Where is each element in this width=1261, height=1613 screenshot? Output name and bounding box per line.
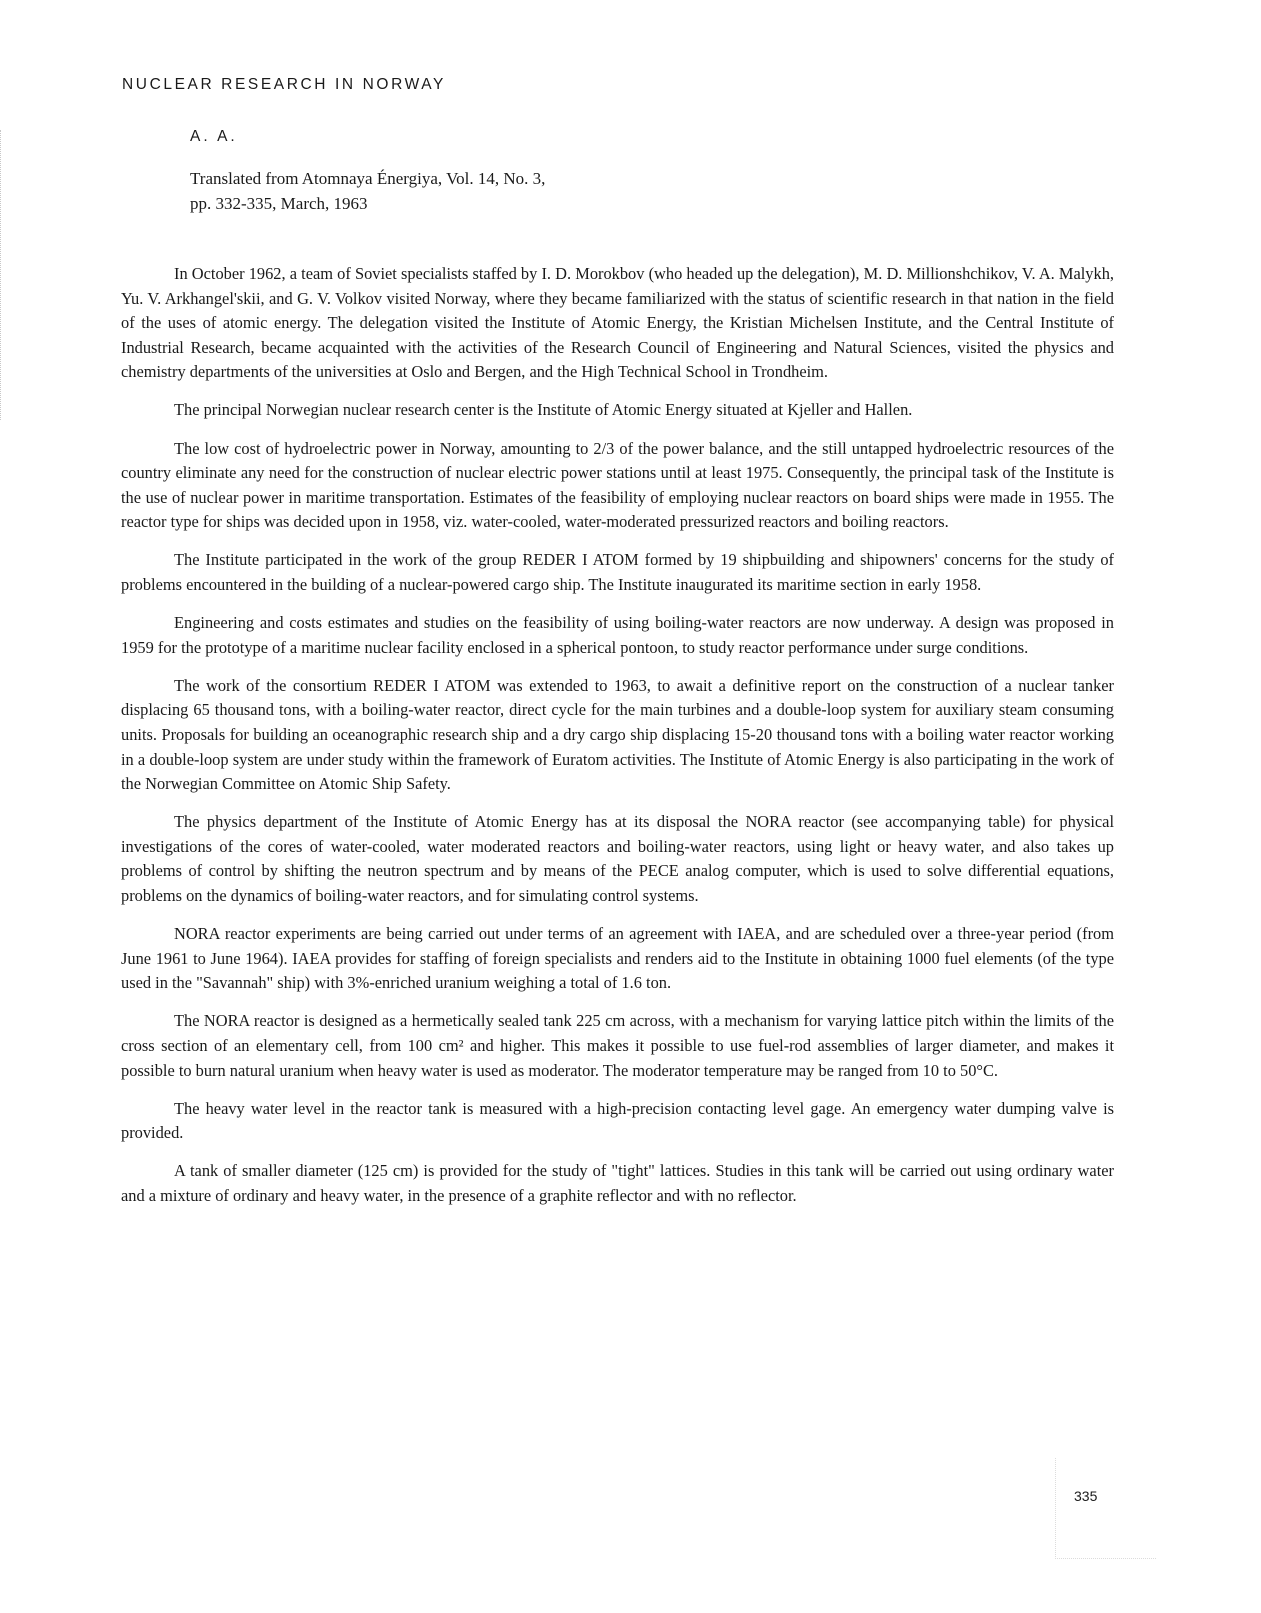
scan-edge-marks — [0, 130, 4, 420]
scan-corner-marks — [1055, 1458, 1156, 1559]
paragraph-4: The Institute participated in the work of the group REDER I ATOM formed by 19 shipbuilding and shipowners' concerns for the study of problems encountered in the building of a nuclear-powered cargo ship. The Institute inaugurated its maritime section in early 1958. — [121, 550, 1114, 595]
paragraph-1: In October 1962, a team of Soviet specialists staffed by I. D. Morokbov (who headed up the delegation), M. D. Millionshchikov, V. A. Malykh, Yu. V. Arkhangel'skii, and G. V. Volkov visited Norway, where they became familiarized with the status of scientific research in that nation in the field of the uses of atomic energy. The delegation visited the Institute of Atomic Energy, the Kristian Michelsen Institute, and the Central Institute of Industrial Research, became acquainted with the activities of the Research Council of Engineering and Natural Sciences, visited the physics and chemistry departments of the universities at Oslo and Bergen, and the High Technical School in Trondheim. — [121, 264, 1114, 382]
paragraph-9: The NORA reactor is designed as a hermetically sealed tank 225 cm across, with a mechanism for varying lattice pitch within the limits of the cross section of an elementary cell, from 100 cm² and higher. This makes it possible to use fuel-rod assemblies of larger diameter, and makes it possible to burn natural uranium when heavy water is used as moderator. The moderator temperature may be ranged from 10 to 50°C. — [121, 1011, 1114, 1080]
paragraph-2: The principal Norwegian nuclear research center is the Institute of Atomic Energy situated at Kjeller and Hallen. — [174, 400, 913, 420]
article-body — [121, 262, 1114, 1222]
paragraph-5: Engineering and costs estimates and studies on the feasibility of using boiling-water reactors are now underway. A design was proposed in 1959 for the prototype of a maritime nuclear facility enclosed in a spherical pontoon, to study reactor performance under surge conditions. — [121, 613, 1114, 657]
paragraph-6: The work of the consortium REDER I ATOM was extended to 1963, to await a definitive report on the construction of a nuclear tanker displacing 65 thousand tons, with a boiling-water reactor, direct cycle for the main turbines and a double-loop system for auxiliary steam consuming units. Proposals for building an oceanographic research ship and a dry cargo ship displacing 15-20 thousand tons with a boiling water reactor working in a double-loop system are under study within the framework of Euratom activities. The Institute of Atomic Energy is also participating in the work of the Norwegian Committee on Atomic Ship Safety. — [121, 675, 1114, 794]
paragraph-3: The low cost of hydroelectric power in Norway, amounting to 2/3 of the power balance, and the still untapped hydroelectric resources of the country eliminate any need for the construction of nuclear electric power stations until at least 1975. Consequently, the principal task of the Institute is the use of nuclear power in maritime transportation. Estimates of the feasibility of employing nuclear reactors on board ships were made in 1955. The reactor type for ships was decided upon in 1958, viz. water-cooled, water-moderated pressurized reactors and boiling reactors. — [121, 438, 1114, 532]
page-number: 335 — [1074, 1488, 1098, 1504]
paragraph-8: NORA reactor experiments are being carried out under terms of an agreement with IAEA, and are scheduled over a three-year period (from June 1961 to June 1964). IAEA provides for staffing of foreign specialists and renders aid to the Institute in obtaining 1000 fuel elements (of the type used in the "Savannah" ship) with 3%-enriched uranium weighing a total of 1.6 ton. — [121, 924, 1114, 993]
source-line-2: pp. 332-335, March, 1963 — [190, 194, 368, 213]
source-line-1: Translated from Atomnaya Énergiya, Vol. 14, No. 3, — [190, 169, 546, 188]
paragraph-7: The physics department of the Institute of Atomic Energy has at its disposal the NORA reactor (see accompanying table) for physical investigations of the cores of water-cooled, water moderated reactors and boiling-water reactors, using light or heavy water, and also takes up problems of control by shifting the neutron spectrum and by means of the PECE analog computer, which is used to solve differential equations, problems on the dynamics of boiling-water reactors, and for simulating control systems. — [121, 812, 1114, 906]
article-title: NUCLEAR RESEARCH IN NORWAY — [122, 76, 446, 93]
paragraph-10: The heavy water level in the reactor tank is measured with a high-precision contacting level gage. An emergency water dumping valve is provided. — [121, 1098, 1114, 1143]
author-initials: A. A. — [190, 128, 238, 145]
paragraph-11: A tank of smaller diameter (125 cm) is provided for the study of "tight" lattices. Studies in this tank will be carried out using ordinary water and a mixture of ordinary and heavy water, in the presence of a graphite reflector and with no reflector. — [121, 1161, 1114, 1205]
source-citation — [190, 166, 545, 216]
